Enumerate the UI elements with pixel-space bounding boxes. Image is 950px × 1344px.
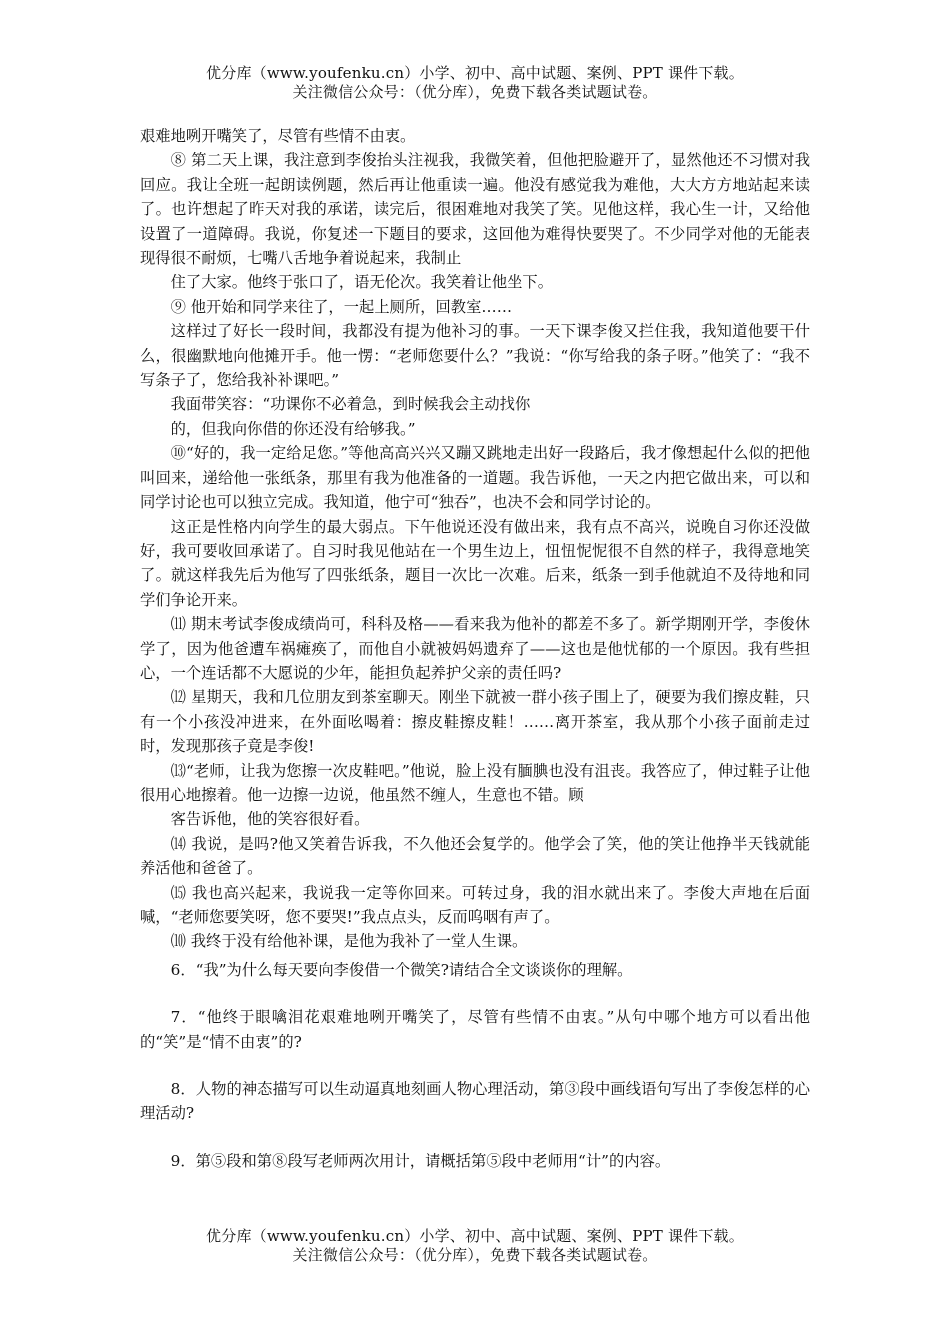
paragraph-10: ⑩“好的，我一定给足您。”等他高高兴兴又蹦又跳地走出好一段路后，我才像想起什么似的把他叫回来，递给他一张纸条，那里有我为他准备的一道题。我告诉他，一天之内把它做出来，可以和同学讨论也可以独立完成。我知道，他宁可“独吞”，也决不会和同学讨论的。 bbox=[140, 444, 810, 512]
question-6: 6．“我”为什么每天要向李俊借一个微笑?请结合全文谈谈你的理解。 bbox=[170, 960, 633, 979]
paragraph-13: ⒀“老师，让我为您擦一次皮鞋吧。”他说，脸上没有腼腆也没有沮丧。我答应了，伸过鞋子让他很用心地擦着。他一边擦一边说，他虽然不缠人，生意也不错。顾 bbox=[140, 761, 810, 804]
paragraph-12: ⑿ 星期天，我和几位朋友到茶室聊天。刚坐下就被一群小孩子围上了，硬要为我们擦皮鞋，只有一个小孩没冲进来，在外面吆喝着：擦皮鞋擦皮鞋！……离开茶室，我从那个小孩子面前走过时，发现那孩子竟是李俊! bbox=[140, 688, 810, 756]
question-7: 7．“他终于眼噙泪花艰难地咧开嘴笑了，尽管有些情不由衷。”从句中哪个地方可以看出他的“笑”是“情不由衷”的? bbox=[140, 1008, 810, 1051]
paragraph-14: ⒁ 我说，是吗?他又笑着告诉我，不久他还会复学的。他学会了笑，他的笑让他挣半天钱就能养活他和爸爸了。 bbox=[140, 834, 810, 878]
header-line-1: 优分库（www.youfenku.cn）小学、初中、高中试题、案例、PPT 课件下载。 bbox=[206, 64, 744, 82]
footer-line-1: 优分库（www.youfenku.cn）小学、初中、高中试题、案例、PPT 课件下载。 bbox=[206, 1227, 744, 1245]
paragraph-0: 艰难地咧开嘴笑了，尽管有些情不由衷。 bbox=[140, 127, 416, 145]
question-8: 8．人物的神态描写可以生动逼真地刻画人物心理活动，第③段中画线语句写出了李俊怎样的心理活动? bbox=[140, 1080, 810, 1123]
paragraph-9-quote: 我面带笑容：“功课你不必着急，到时候我会主动找你 bbox=[170, 395, 531, 414]
paragraph-11: ⑾ 期末考试李俊成绩尚可，科科及格——看来我为他补的都差不多了。新学期刚开学，李俊休学了，因为他爸遭车祸瘫痪了，而他自小就被妈妈遗弃了——这也是他忧郁的一个原因。我有些担心，一个连话都不大愿说的少年，能担负起养护父亲的责任吗? bbox=[140, 615, 810, 682]
paragraph-9-cont: 这样过了好长一段时间，我都没有提为他补习的事。一天下课李俊又拦住我，我知道他要干什么，很幽默地向他摊开手。他一愣：“老师您要什么？”我说：“你写给我的条子呀。”他笑了：“我不写条子了，您给我补补课吧。” bbox=[140, 322, 810, 390]
paragraph-16: ⑽ 我终于没有给他补课，是他为我补了一堂人生课。 bbox=[170, 932, 528, 951]
header-line-2: 关注微信公众号：（优分库），免费下载各类试题试卷。 bbox=[292, 83, 658, 101]
footer-line-2: 关注微信公众号：（优分库），免费下载各类试题试卷。 bbox=[292, 1246, 658, 1264]
paragraph-9-quote-cont: 的，但我向你借的你还没有给够我。” bbox=[170, 419, 416, 438]
paragraph-13-cont: 客告诉他，他的笑容很好看。 bbox=[170, 810, 370, 829]
paragraph-9: ⑨ 他开始和同学来往了，一起上厕所，回教室…… bbox=[170, 297, 512, 316]
paragraph-10-cont: 这正是性格内向学生的最大弱点。下午他说还没有做出来，我有点不高兴，说晚自习你还没做好，我可要收回承诺了。自习时我见他站在一个男生边上，忸忸怩怩很不自然的样子，我得意地笑了。就这样我先后为他写了四张纸条，题目一次比一次难。后来，纸条一到手他就迫不及待地和同学们争论开来。 bbox=[140, 517, 810, 609]
paragraph-8-cont: 住了大家。他终于张口了，语无伦次。我笑着让他坐下。 bbox=[170, 273, 554, 292]
question-9: 9．第⑤段和第⑧段写老师两次用计，请概括第⑤段中老师用“计”的内容。 bbox=[170, 1151, 671, 1170]
paragraph-15: ⒂ 我也高兴起来，我说我一定等你回来。可转过身，我的泪水就出来了。李俊大声地在后面喊，“老师您要笑呀，您不要哭!”我点点头，反而呜咽有声了。 bbox=[140, 883, 810, 926]
header-banner bbox=[0, 64, 950, 102]
article-body bbox=[140, 124, 810, 1173]
footer-banner bbox=[0, 1227, 950, 1265]
paragraph-8: ⑧ 第二天上课，我注意到李俊抬头注视我，我微笑着，但他把脸避开了，显然他还不习惯对我回应。我让全班一起朗读例题，然后再让他重读一遍。他没有感觉我为难他，大大方方地站起来读了。也许想起了昨天对我的承诺，读完后，很困难地对我笑了笑。见他这样，我心生一计，又给他设置了一道障碍。我说，你复述一下题目的要求，这回他为难得快要哭了。不少同学对他的无能表现得很不耐烦，七嘴八舌地争着说起来，我制止 bbox=[140, 151, 810, 268]
